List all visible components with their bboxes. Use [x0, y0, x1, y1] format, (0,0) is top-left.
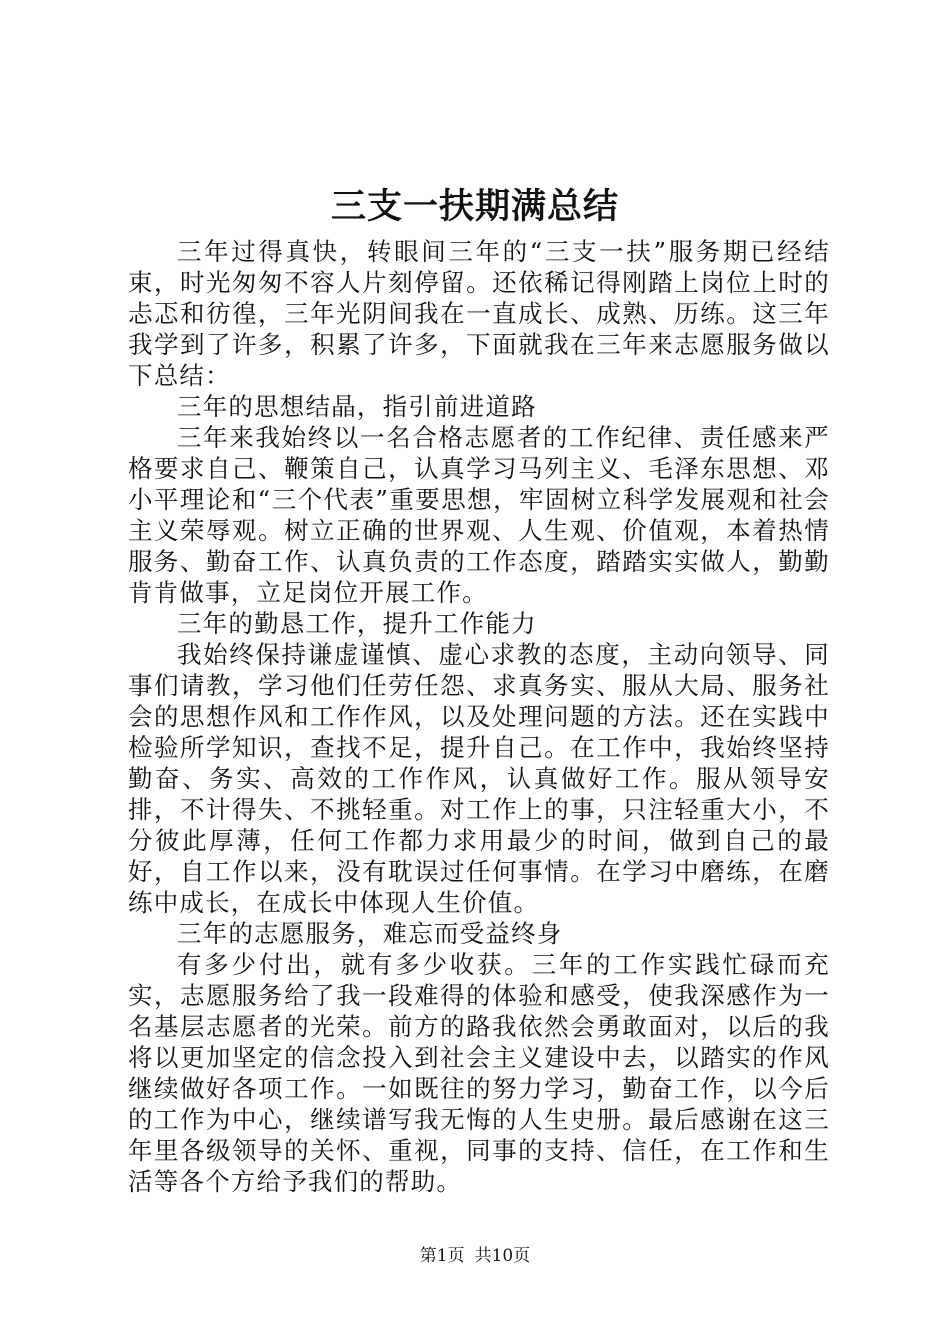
service-paragraph: 有多少付出，就有多少收获。三年的工作实践忙碌而充实，志愿服务给了我一段难得的体验和感受，使我深感作为一名基层志愿者的光荣。前方的路我依然会勇敢面对，以后的我将以更加坚定的信念投入到社会主义建设中去，以踏实的作风继续做好各项工作。一如既往的努力学习，勤奋工作，以今后的工作为中心，继续谱写我无悔的人生史册。最后感谢在这三年里各级领导的关怀、重视，同事的支持、信任，在工作和生活等各个方给予我们的帮助。 — [128, 950, 830, 1196]
intro-paragraph: 三年过得真快，转眼间三年的“三支一扶”服务期已经结束，时光匆匆不容人片刻停留。还依稀记得刚踏上岗位上时的忐忑和彷徨，三年光阴间我在一直成长、成熟、历练。这三年我学到了许多，积累了许多，下面就我在三年来志愿服务做以下总结： — [128, 237, 830, 390]
page-number: 第1页 — [419, 1246, 465, 1266]
section-heading-service: 三年的志愿服务，难忘而受益终身 — [177, 919, 563, 948]
thought-paragraph: 三年来我始终以一名合格志愿者的工作纪律、责任感来严格要求自己、鞭策自己，认真学习马列主义、毛泽东思想、邓小平理论和“三个代表”重要思想，牢固树立科学发展观和社会主义荣辱观。树立正确的世界观、人生观、价值观，本着热情服务、勤奋工作、认真负责的工作态度，踏踏实实做人，勤勤肯肯做事，立足岗位开展工作。 — [128, 423, 830, 607]
document-title: 三支一扶期满总结 — [330, 186, 619, 227]
work-paragraph: 我始终保持谦虚谨慎、虚心求教的态度，主动向领导、同事们请教，学习他们任劳任怨、求真务实、服从大局、服务社会的思想作风和工作作风，以及处理问题的方法。还在实践中检验所学知识，查找不足，提升自己。在工作中，我始终坚持勤奋、务实、高效的工作作风，认真做好工作。服从领导安排，不计得失、不挑轻重。对工作上的事，只注轻重大小，不分彼此厚薄，任何工作都力求用最少的时间，做到自己的最好，自工作以来，没有耽误过任何事情。在学习中磨练，在磨练中成长，在成长中体现人生价值。 — [128, 640, 830, 917]
page-footer — [0, 1244, 950, 1268]
section-heading-work: 三年的勤恳工作，提升工作能力 — [177, 609, 537, 638]
section-heading-thought: 三年的思想结晶，指引前进道路 — [177, 392, 537, 421]
document-body — [128, 236, 830, 1197]
page-total: 共10页 — [474, 1246, 531, 1266]
